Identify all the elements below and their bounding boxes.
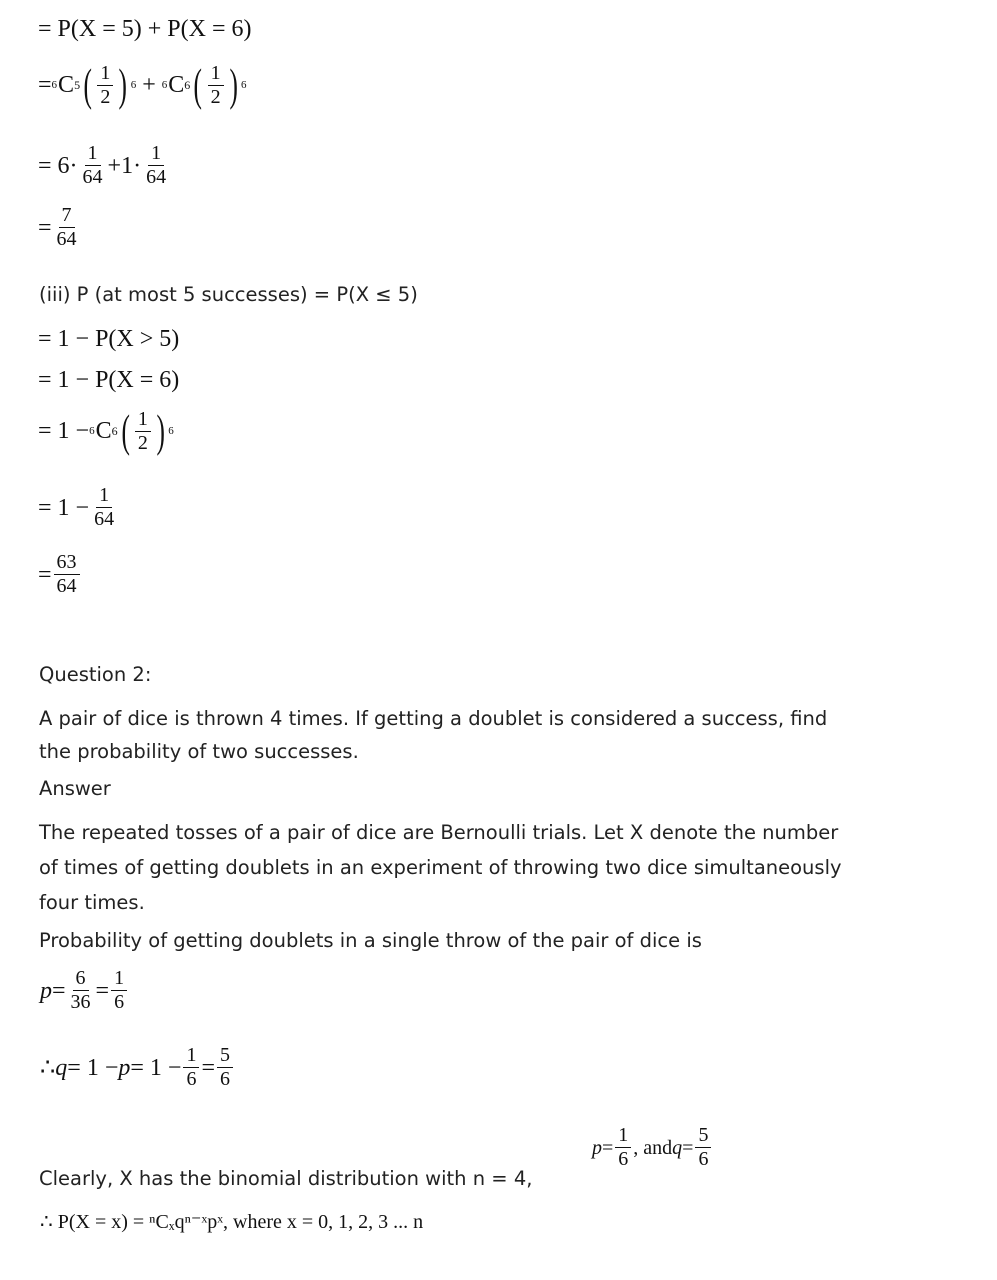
answer-para2: Probability of getting doublets in a single throw of the pair of dice is — [39, 929, 702, 952]
eq-63-over-64: = $\frac{63}{64}$ — [38, 552, 82, 597]
question-title: Question 2: — [39, 663, 152, 686]
answer-para1-line1: The repeated tosses of a pair of dice are Bernoulli trials. Let X denote the number — [39, 821, 839, 844]
answer-label: Answer — [39, 777, 111, 800]
part3-heading: (iii) P (at most 5 successes) = P(X ≤ 5) — [39, 283, 418, 306]
eq-one-minus-one-over-64: = 1 − $\frac{1}{64}$ — [38, 484, 115, 530]
eq-binomial-pmf: ∴ P(X = x) = ⁿCₓqⁿ⁻ˣpˣ, where x = 0, 1, 2, 3 ... n — [40, 1211, 424, 1233]
eq-p5-plus-p6: = P(X = 5) + P(X = 6) — [38, 16, 252, 42]
eq-p-and-q: p = $\frac{1}{6}$ , and q = $\frac{5}{6}$ — [592, 1125, 713, 1170]
binomial-statement: Clearly, X has the binomial distribution with n = 4, — [39, 1167, 533, 1190]
eq-one-minus-binomial: = 1 − 6 C 6 ( $\frac{1}{2}$ ) 6 — [38, 405, 174, 456]
eq-seven-over-64: = $\frac{7}{64}$ — [38, 204, 77, 250]
answer-para1-line2: of times of getting doublets in an experiment of throwing two dice simultaneously — [39, 856, 842, 879]
question-text-line1: A pair of dice is thrown 4 times. If getting a doublet is considered a success, find — [39, 707, 828, 730]
eq-six-over-64: = 6· $\frac{1}{64}$ +1· $\frac{1}{64}$ — [38, 142, 167, 188]
eq-binomial-sum: = 6 C 5 ( $\frac{1}{2}$ ) 6 + 6 C 6 ( $\frac{1}{2}$ ) 6 — [38, 59, 247, 110]
answer-para1-line3: four times. — [39, 891, 145, 914]
eq-p-value: p = $\frac{6}{36}$ = $\frac{1}{6}$ — [40, 968, 129, 1013]
eq-one-minus-p-eq6: = 1 − P(X = 6) — [38, 367, 180, 393]
eq-one-minus-p-gt5: = 1 − P(X > 5) — [38, 326, 180, 352]
eq-q-value: ∴ q = 1 − p = 1 − $\frac{1}{6}$ = $\frac{5}{6}$ — [40, 1045, 235, 1090]
question-text-line2: the probability of two successes. — [39, 740, 359, 763]
